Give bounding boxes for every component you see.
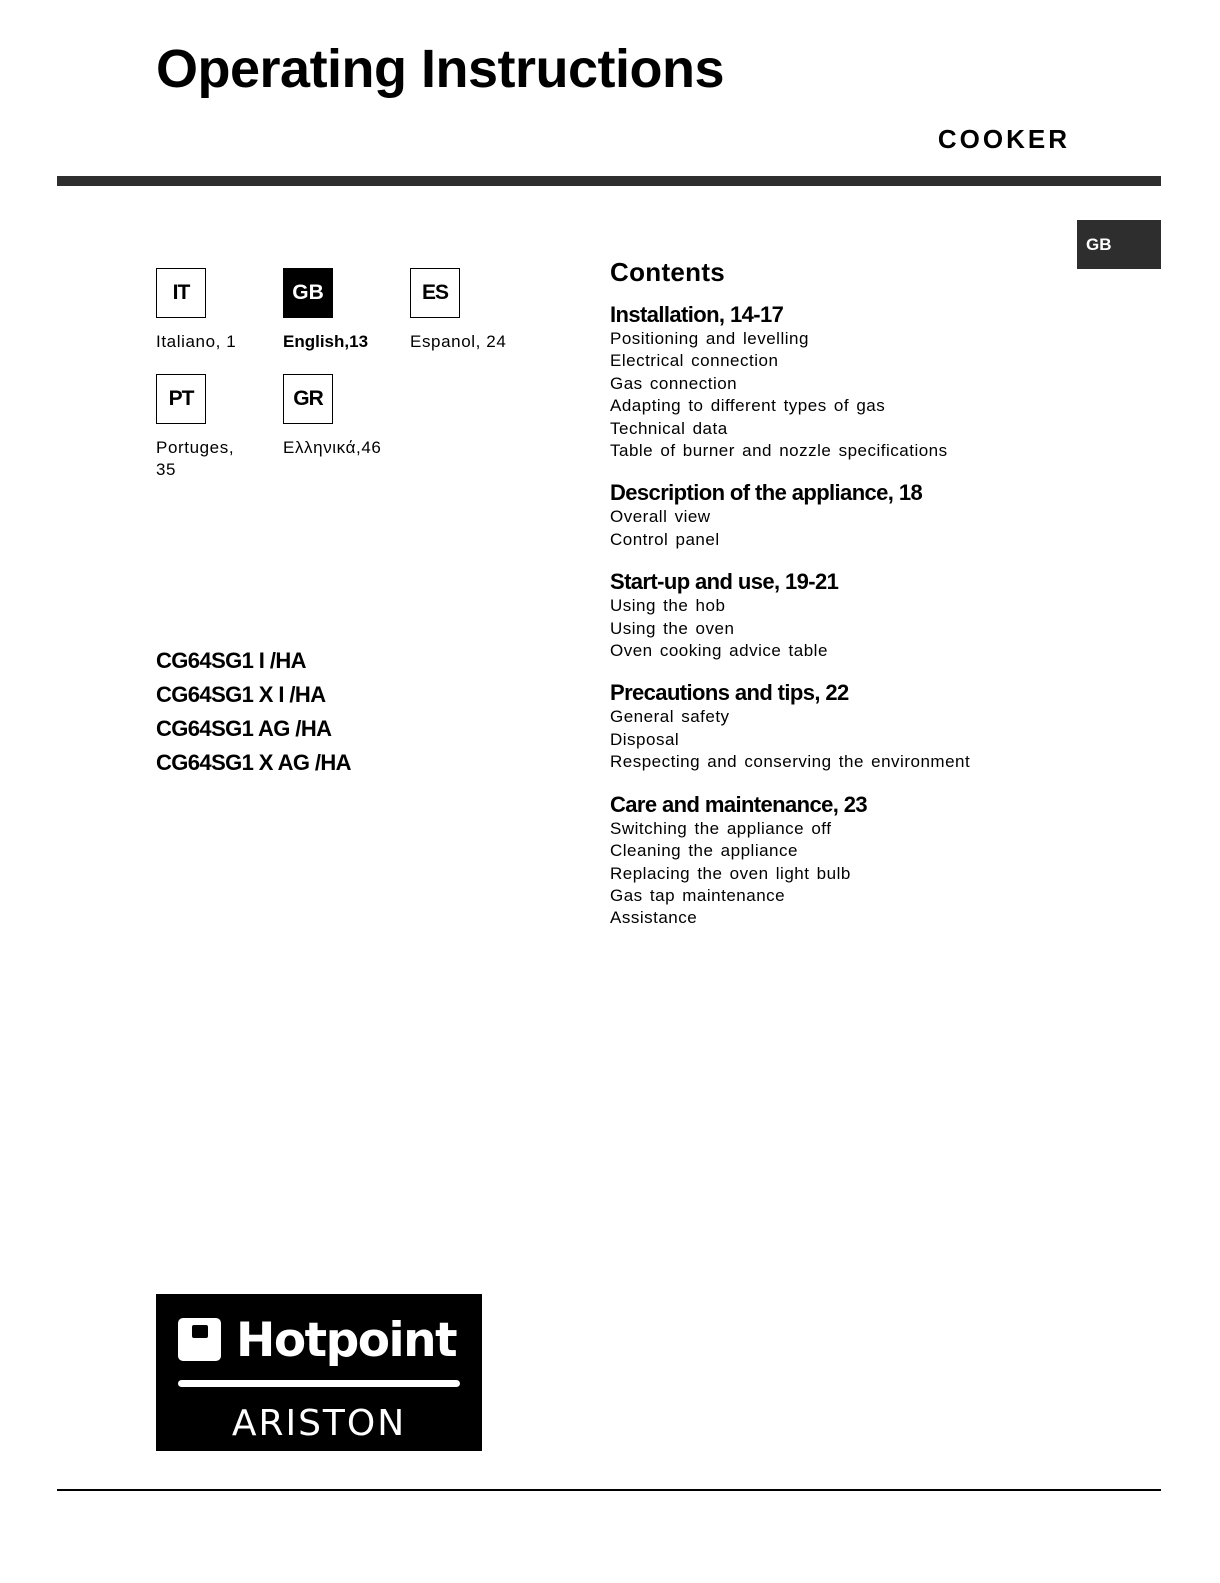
contents-section	[610, 569, 1110, 662]
language-item-pt[interactable]	[156, 374, 251, 481]
language-item-es[interactable]	[410, 268, 550, 353]
model-list	[156, 644, 351, 780]
section-heading[interactable]: Start-up and use, 19-21	[610, 569, 839, 595]
language-tab-label: GB	[1086, 234, 1112, 254]
contents-item[interactable]: Respecting and conserving the environment	[610, 752, 971, 772]
language-code-box: ES	[410, 268, 460, 318]
contents-section	[610, 792, 1110, 930]
hotpoint-ariston-logo	[156, 1294, 482, 1451]
bottom-divider	[57, 1489, 1161, 1491]
contents-item[interactable]: Oven cooking advice table	[610, 641, 828, 661]
language-code-box: GR	[283, 374, 333, 424]
language-label: English,13	[283, 332, 369, 351]
contents-item[interactable]: Table of burner and nozzle specifications	[610, 441, 948, 461]
contents-item[interactable]: Replacing the oven light bulb	[610, 863, 851, 883]
contents-item[interactable]: Technical data	[610, 418, 728, 438]
section-heading[interactable]: Care and maintenance, 23	[610, 791, 868, 817]
language-label: Ελληνικά,46	[283, 438, 382, 457]
svg-text:Hotpoint: Hotpoint	[236, 1313, 457, 1368]
model-name: CG64SG1 X I /HA	[156, 682, 326, 707]
contents-item[interactable]: Control panel	[610, 529, 720, 549]
language-item-gr[interactable]	[283, 374, 423, 459]
contents-item[interactable]: Overall view	[610, 507, 711, 527]
language-item-gb[interactable]	[283, 268, 423, 353]
contents-item[interactable]: Positioning and levelling	[610, 329, 809, 348]
contents-item[interactable]: Switching the appliance off	[610, 818, 832, 838]
svg-text:ARISTON: ARISTON	[231, 1403, 407, 1444]
top-divider	[57, 176, 1161, 186]
contents-item[interactable]: Gas connection	[610, 373, 738, 393]
page-title: Operating Instructions	[156, 39, 725, 99]
language-label: Espanol, 24	[410, 332, 507, 351]
model-name: CG64SG1 X AG /HA	[156, 750, 351, 775]
language-code-box: PT	[156, 374, 206, 424]
contents-item[interactable]: Using the hob	[610, 596, 726, 616]
contents-title: Contents	[610, 257, 726, 287]
contents-item[interactable]: Using the oven	[610, 618, 735, 638]
section-heading[interactable]: Precautions and tips, 22	[610, 680, 849, 706]
contents-item[interactable]: General safety	[610, 707, 730, 727]
contents-item[interactable]: Electrical connection	[610, 351, 779, 371]
language-code-box: GB	[283, 268, 333, 318]
contents-item[interactable]: Disposal	[610, 729, 680, 749]
language-item-it[interactable]	[156, 268, 296, 353]
contents-item[interactable]: Gas tap maintenance	[610, 885, 786, 905]
language-label: Italiano, 1	[156, 332, 237, 351]
contents-item[interactable]: Assistance	[610, 908, 698, 928]
model-name: CG64SG1 I /HA	[156, 648, 306, 673]
section-heading[interactable]: Installation, 14-17	[610, 302, 784, 327]
model-name: CG64SG1 AG /HA	[156, 716, 332, 741]
logo-graphic	[156, 1294, 482, 1451]
language-label: Portuges, 35	[156, 438, 235, 479]
language-code-box: IT	[156, 268, 206, 318]
section-heading[interactable]: Description of the appliance, 18	[610, 480, 923, 506]
contents-item[interactable]: Adapting to different types of gas	[610, 396, 886, 416]
contents-item[interactable]: Cleaning the appliance	[610, 841, 798, 861]
contents-section	[610, 480, 1110, 551]
product-type: COOKER	[937, 124, 1070, 154]
table-of-contents	[610, 257, 1110, 948]
contents-section	[610, 680, 1110, 773]
contents-section	[610, 302, 1110, 462]
